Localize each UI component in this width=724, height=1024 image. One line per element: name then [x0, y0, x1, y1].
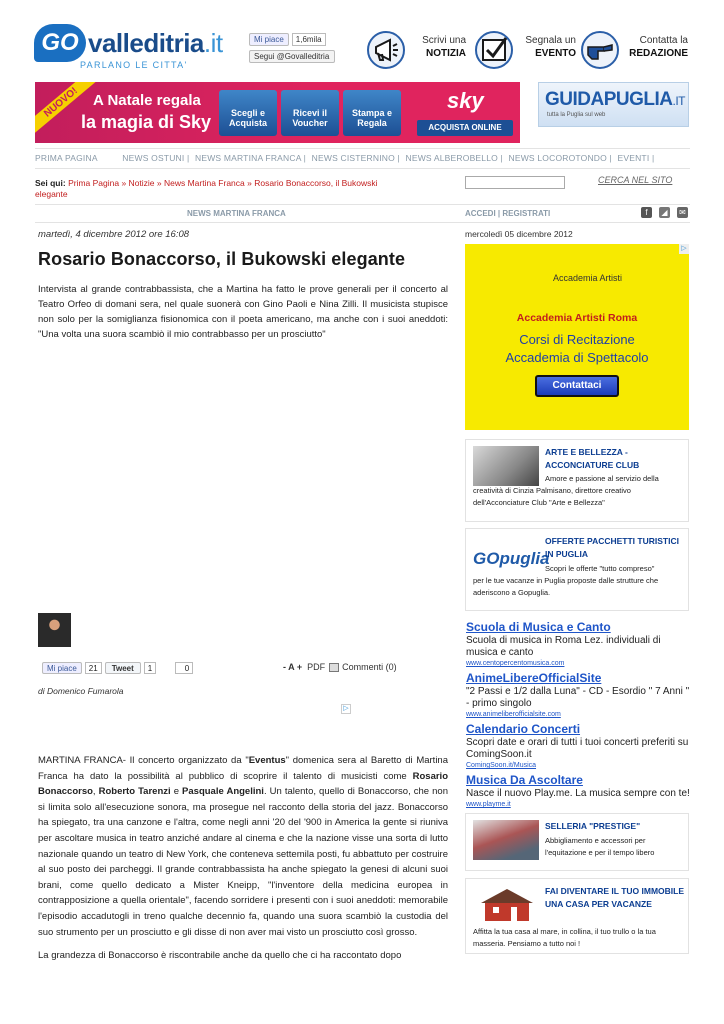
write-news-link[interactable]: Scrivi una NOTIZIA: [422, 35, 466, 59]
card-title[interactable]: FAI DIVENTARE IL TUO IMMOBILE UNA CASA PER VACANZE: [545, 886, 684, 909]
card-description: Abbigliamento e accessori per l'equitazione e per il tempo libero: [545, 836, 655, 857]
gopuglia-logo: GOpuglia: [473, 549, 550, 568]
promo-card[interactable]: [465, 528, 689, 611]
text-ad[interactable]: [466, 773, 690, 809]
promo-card[interactable]: [465, 439, 689, 522]
ad-title[interactable]: AnimeLibereOfficialSite: [466, 671, 602, 685]
calendar-check-icon[interactable]: [474, 30, 514, 70]
text-ad[interactable]: [466, 722, 690, 770]
text-ad[interactable]: [466, 620, 690, 668]
accademia-logo: Accademia Artisti: [553, 273, 623, 283]
ad-url[interactable]: www.playme.it: [466, 801, 511, 808]
rss-icon[interactable]: ◢: [659, 207, 670, 218]
article-paragraph: La grandezza di Bonaccorso è riscontrabile anche da quello che ci ha raccontato dopo: [38, 950, 402, 962]
accademia-ad[interactable]: [465, 244, 689, 430]
ad-text: "2 Passi e 1/2 dalla Luna" - CD - Esordio " 7 Anni " - primo singolo: [466, 686, 690, 709]
twitter-follow-button[interactable]: Segui @Govalleditria: [249, 50, 335, 63]
logo-name: valleditria: [88, 28, 204, 58]
facebook-widget: [249, 33, 335, 61]
author-photo[interactable]: [38, 613, 71, 647]
ad-title[interactable]: Musica Da Ascoltare: [466, 773, 583, 787]
ad-title[interactable]: Scuola di Musica e Canto: [466, 620, 611, 634]
megaphone-icon[interactable]: [366, 30, 406, 70]
logo-go-badge: GO: [34, 24, 86, 62]
search-input[interactable]: [465, 176, 565, 189]
logo-tld: .it: [203, 28, 223, 58]
ad-headline: Accademia Artisti Roma: [516, 312, 638, 324]
sky-tile: Ricevi il Voucher: [281, 90, 339, 136]
fb-like-button[interactable]: Mi piace: [42, 662, 82, 674]
ad-title[interactable]: Calendario Concerti: [466, 722, 581, 736]
text-ad[interactable]: [466, 671, 690, 719]
salon-image: [473, 446, 539, 486]
article-paragraph: MARTINA FRANCA- Il concerto organizzato da "Eventus" domenica sera al Baretto di Martina Franca ha dato la possibilità al pubblico di scoprire il talento di musicisti come Rosario Bonaccorso, Roberto Tarenzi e Pasquale Angelini. Un talento, quello di Bonaccorso, che non si limita solo all'esecuzione sonora, ma prosegue nel racconto della storia del jazz. Bonaccorso ha spiegato, tra una canzone e l'altra, come negli anni '20 del '900 in America la gente si riuniva per ascoltare musica in teatro anziché andare al cinema e che la nazione visse una sorta di lutto nazionale quando un teatro di New York, che conteneva settemila posti, fu abbattuto per costruire al suo posto dei parcheggi. Il grande contrabbassista ha anche spiegato la genesi di alcuni suoi brani, come quello dedicato a Mister Kneipp, "l'inventore della medicina europea in contrapposizione a quella orientale", facendo sorridere i presenti con i suoi aneddoti: memorabile l'episodio accadutogli in treno qualche decennio fa, quando una suora scambiò la custodia del suo strumento per un prosciutto e gli disse di non aver mai visto un prosciutto così grosso.: [38, 755, 448, 938]
main-nav: [35, 153, 690, 163]
saddlery-image: [473, 820, 539, 860]
share-bar: [42, 662, 193, 674]
nav-locorotondo[interactable]: NEWS LOCOROTONDO |: [508, 153, 612, 163]
sky-line2: la magia di Sky: [81, 112, 212, 132]
ad-line: Corsi di Recitazione: [519, 332, 635, 347]
nav-home[interactable]: PRIMA PAGINA: [35, 153, 98, 163]
house-icon: [473, 885, 539, 925]
facebook-icon[interactable]: f: [641, 207, 652, 218]
register-link[interactable]: REGISTRATI: [502, 209, 551, 218]
current-date: mercoledì 05 dicembre 2012: [465, 229, 573, 239]
fb-like-count: 1,6mila: [292, 33, 326, 46]
card-description: per le tue vacanze in Puglia proposte dalle strutture che aderiscono a Gopuglia.: [473, 576, 659, 597]
article-lead: Intervista al grande contrabbassista, che a Martina ha fatto le prove generali per il concerto al Teatro Orfeo di domani sera, nel quale suonerà con Gino Paoli e Nina Zilli. Il musicista stupisce non solo per la somiglianza fisionomica con il poeta americano, ma anche con i suoi aneddoti: "Una volta una suora scambiò il mio contrabbasso per un prosciutto": [38, 284, 448, 340]
article-tools: [283, 662, 397, 672]
buy-online-button[interactable]: ACQUISTA ONLINE: [417, 120, 513, 136]
article-date: martedì, 4 dicembre 2012 ore 16:08: [38, 229, 190, 240]
like-count: 21: [85, 662, 102, 674]
login-link[interactable]: ACCEDI: [465, 209, 496, 218]
card-title[interactable]: OFFERTE PACCHETTI TURISTICI IN PUGLIA: [545, 536, 679, 559]
sky-logo: sky: [447, 88, 484, 113]
gp-subtitle: tutta la Puglia sul web: [547, 112, 606, 118]
sky-tile: Scegli e Acquista: [219, 90, 277, 136]
font-size-control[interactable]: - A +: [283, 662, 303, 672]
nav-alberobello[interactable]: NEWS ALBEROBELLO |: [405, 153, 503, 163]
report-event-link[interactable]: Segnala un EVENTO: [525, 35, 576, 59]
ad-line: Accademia di Spettacolo: [505, 350, 649, 365]
gp-name: GUIDAPUGLIA: [545, 89, 673, 110]
site-logo[interactable]: [34, 24, 234, 74]
nav-eventi[interactable]: EVENTI |: [617, 153, 655, 163]
breadcrumb: [35, 178, 410, 200]
promo-card[interactable]: [465, 878, 689, 954]
contact-editorial-link[interactable]: Contatta la REDAZIONE: [629, 35, 688, 59]
sky-tile: Stampa e Regala: [343, 90, 401, 136]
adchoices-icon[interactable]: ▷: [341, 704, 351, 714]
plusone-count: 0: [175, 662, 193, 674]
tweet-button[interactable]: Tweet: [105, 662, 141, 674]
google-ads: [466, 620, 690, 812]
new-badge: NUOVO!: [35, 82, 96, 133]
guidapuglia-banner[interactable]: [538, 82, 689, 127]
ad-url[interactable]: www.centopercentomusica.com: [466, 660, 565, 667]
pointing-hand-icon[interactable]: [580, 30, 620, 70]
sky-banner-ad[interactable]: [35, 82, 520, 143]
ad-text: Nasce il nuovo Play.me. La musica sempre con te!: [466, 788, 690, 799]
contact-button[interactable]: Contattaci: [535, 375, 619, 397]
logo-tagline: PARLANO LE CITTA': [80, 60, 188, 70]
card-description: Scopri le offerte "tutto compreso": [545, 564, 655, 573]
nav-ostuni[interactable]: NEWS OSTUNI |: [122, 153, 190, 163]
ad-text: Scopri date e orari di tutti i tuoi concerti preferiti su ComingSoon.it: [466, 737, 689, 760]
search-button[interactable]: CERCA NEL SITO: [598, 175, 673, 185]
ad-url[interactable]: ComingSoon.it/Musica: [466, 762, 537, 769]
breadcrumb-label: Sei qui:: [35, 178, 66, 188]
card-description: Affitta la tua casa al mare, in collina, il tuo trullo o la tua masseria. Pensiamo a tutto noi !: [473, 927, 656, 948]
article-title: Rosario Bonaccorso, il Bukowski elegante: [38, 249, 406, 269]
article-author: di Domenico Fumarola: [38, 686, 124, 696]
fb-like-button[interactable]: Mi piace: [249, 33, 289, 46]
email-icon[interactable]: ✉: [677, 207, 688, 218]
gp-tld: .IT: [672, 94, 685, 108]
account-links: ACCEDI | REGISTRATI: [465, 209, 551, 218]
promo-card[interactable]: [465, 813, 689, 871]
card-title[interactable]: SELLERIA "PRESTIGE": [545, 821, 641, 831]
article-body: [38, 753, 448, 972]
card-description: Amore e passione al servizio della: [545, 474, 659, 483]
sky-line1: A Natale regala: [93, 92, 201, 109]
comments-link[interactable]: Commenti (0): [342, 662, 397, 672]
card-title[interactable]: ARTE E BELLEZZA - ACCONCIATURE CLUB: [545, 447, 640, 470]
adchoices-icon[interactable]: ▷: [679, 244, 689, 254]
tweet-count: 1: [144, 662, 156, 674]
pdf-link[interactable]: PDF: [307, 662, 326, 672]
card-description: creatività di Cinzia Palmisano, direttore creativo dell'Acconciature Club "Arte e Bellezza": [473, 486, 631, 507]
ad-text: Scuola di musica in Roma Lez. individuali di musica e canto: [466, 635, 661, 658]
ad-url[interactable]: www.animeliberofficialsite.com: [466, 711, 561, 718]
breadcrumb-path[interactable]: Prima Pagina » Notizie » News Martina Franca » Rosario Bonaccorso, il Bukowski elegante: [35, 178, 378, 199]
nav-cisternino[interactable]: NEWS CISTERNINO |: [311, 153, 400, 163]
comment-icon: [329, 663, 339, 672]
nav-martina[interactable]: NEWS MARTINA FRANCA |: [194, 153, 307, 163]
section-heading: NEWS MARTINA FRANCA: [187, 209, 286, 218]
